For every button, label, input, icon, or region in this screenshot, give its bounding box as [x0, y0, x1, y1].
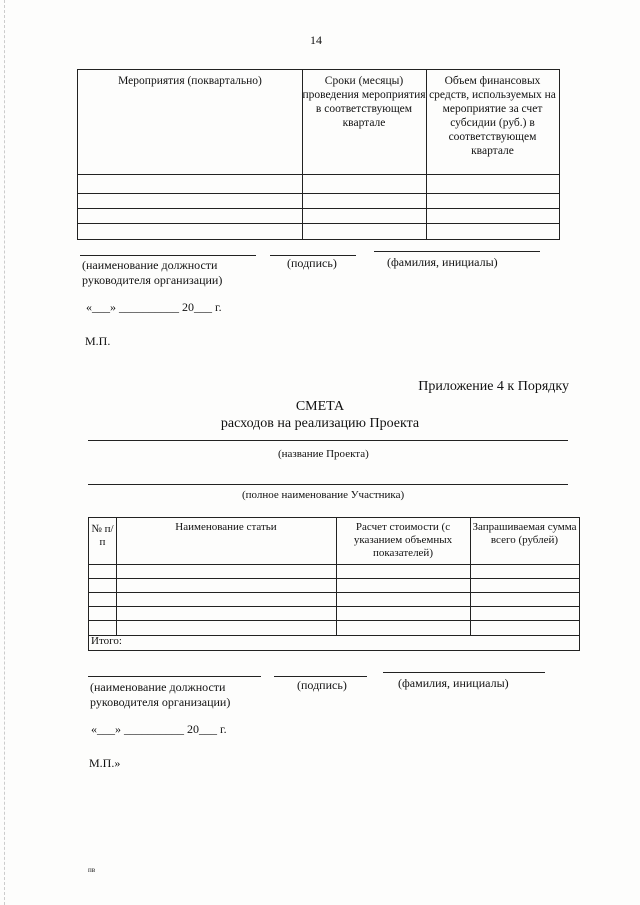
position-line	[88, 676, 261, 677]
project-name-line	[88, 440, 568, 441]
position-caption: (наименование должности руководителя организации)	[82, 258, 223, 287]
name-caption: (фамилия, инициалы)	[398, 676, 509, 690]
events-table-header-terms: Сроки (месяцы) проведения мероприятия в соответствующем квартале	[302, 75, 426, 129]
estimate-header-calculation: Расчет стоимости (с указанием объемных показателей)	[353, 521, 453, 559]
date-line: «___» __________ 20___ г.	[91, 722, 227, 736]
name-line	[383, 672, 545, 673]
position-line	[80, 255, 256, 256]
scan-margin-line	[4, 0, 5, 905]
position-caption: (наименование должности руководителя организации)	[90, 680, 231, 709]
table-row	[89, 592, 579, 593]
footer-code: пв	[88, 866, 96, 874]
stamp-label: М.П.	[85, 334, 111, 348]
estimate-header-number: № п/п	[91, 523, 114, 548]
page-number: 14	[310, 33, 322, 47]
table-row	[78, 223, 559, 224]
participant-name-line	[88, 484, 568, 485]
estimate-header-item: Наименование статьи	[175, 521, 277, 533]
participant-caption: (полное наименование Участника)	[242, 489, 405, 501]
project-caption: (название Проекта)	[278, 448, 369, 460]
table-row	[89, 606, 579, 607]
stamp-label: М.П.»	[89, 756, 121, 770]
table-row	[78, 174, 559, 175]
table-row	[78, 193, 559, 194]
estimate-header-amount: Запрашиваемая сумма всего (рублей)	[472, 521, 577, 546]
events-table-header-events: Мероприятия (поквартально)	[118, 75, 262, 87]
table-row	[89, 578, 579, 579]
appendix-heading: Приложение 4 к Порядку	[418, 379, 569, 394]
total-label: Итого:	[91, 635, 122, 647]
date-line: «___» __________ 20___ г.	[86, 300, 222, 314]
signature-caption: (подпись)	[297, 678, 347, 692]
document-subtitle: расходов на реализацию Проекта	[220, 416, 420, 431]
table-row	[89, 635, 579, 636]
table-row	[89, 620, 579, 621]
events-table-header-funds: Объем финансовых средств, используемых на мероприятие за счет субсидии (руб.) в соответствующем квартале	[429, 75, 556, 157]
estimate-table	[88, 517, 580, 651]
signature-line	[274, 676, 367, 677]
signature-caption: (подпись)	[287, 256, 337, 270]
table-row	[89, 564, 579, 565]
document-title: СМЕТА	[295, 399, 345, 414]
events-table	[77, 69, 560, 240]
table-row	[78, 208, 559, 209]
name-caption: (фамилия, инициалы)	[387, 255, 498, 269]
name-line	[374, 251, 540, 252]
